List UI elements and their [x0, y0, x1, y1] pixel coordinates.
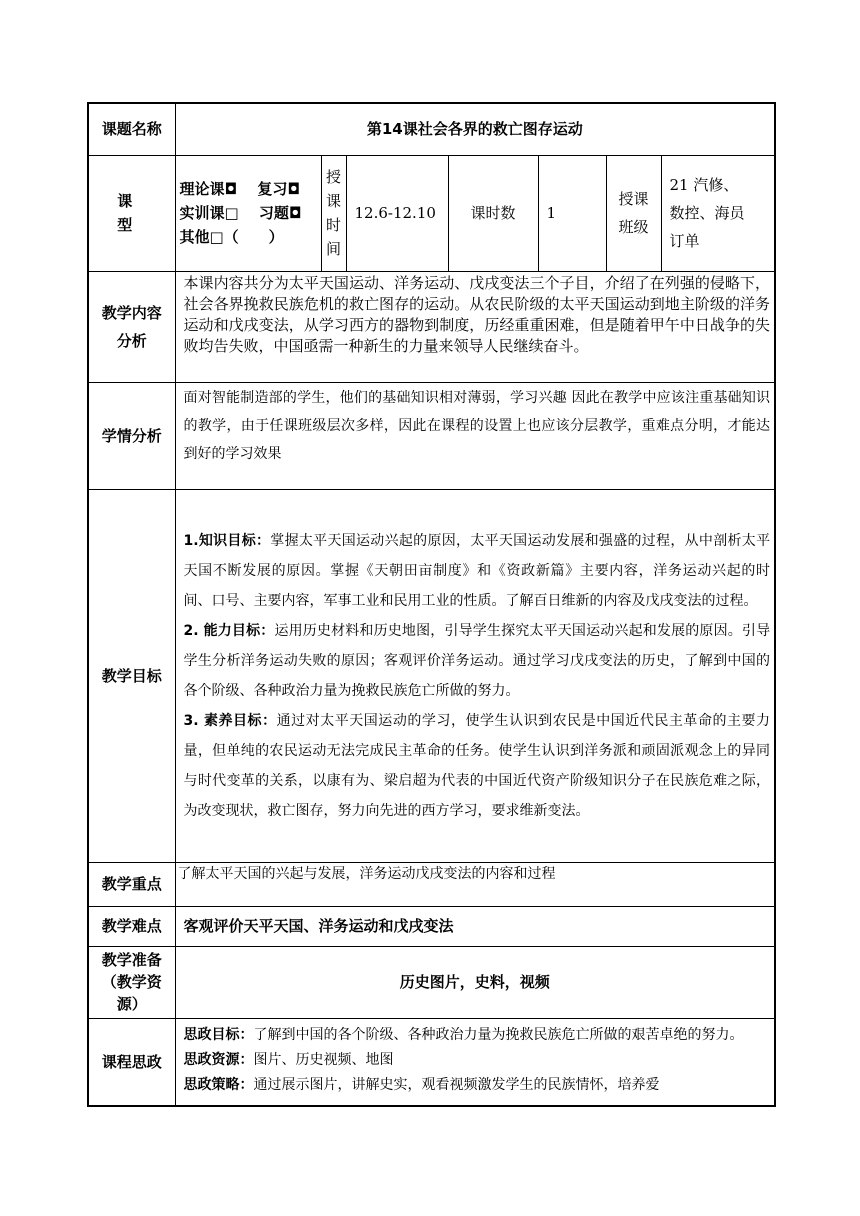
preparation-label [88, 946, 175, 1018]
ideology-resource-title: 思政资源： [183, 1051, 254, 1068]
ideology-content [175, 1018, 775, 1106]
knowledge-objective [184, 526, 771, 616]
preparation-row [88, 946, 775, 1018]
student-analysis-text: 面对智能制造部的学生，他们的基础知识相对薄弱，学习兴趣 因此在教学中应该注重基础知识的教学，由于任课班级层次多样，因此在课程的设置上也应该分层教学，重难点分明，才能达到好的学习效果 [175, 382, 775, 489]
content-analysis-label [88, 271, 175, 382]
key-points-text: 了解太平天国的兴起与发展，洋务运动戊戌变法的内容和过程 [175, 862, 775, 906]
difficult-points-row [88, 906, 775, 946]
teaching-time-label [321, 155, 346, 271]
ability-objective-text: 运用历史材料和历史地图，引导学生探究太平天国运动兴起和发展的原因。引导学生分析洋务运动失败的原因；客观评价洋务运动。通过学习戊戌变法的历史，了解到中国的各个阶级、各种政治力量为挽救民族危亡所做的努力。 [183, 622, 771, 699]
content-analysis-label-line-1: 教学内容 [101, 303, 162, 322]
ideology-strategy-title: 思政策略： [183, 1076, 254, 1093]
content-analysis-row [88, 271, 775, 382]
class-value-line-3: 订单 [669, 232, 700, 250]
ideology-label: 课程思政 [88, 1018, 175, 1106]
class-label-line-1: 授课 [618, 190, 649, 208]
class-value [661, 155, 775, 271]
knowledge-objective-title: 1.知识目标： [183, 532, 271, 549]
ideology-row [88, 1018, 775, 1106]
course-type-row [88, 155, 775, 271]
teaching-time-label-char-1: 授 [325, 168, 341, 186]
ability-objective-title: 2. 能力目标： [183, 622, 275, 639]
ideology-resource-text: 图片、历史视频、地图 [253, 1051, 394, 1068]
ideology-resource [184, 1048, 771, 1073]
course-name-value: 第14课社会各界的救亡图存运动 [175, 103, 775, 155]
class-label [606, 155, 661, 271]
ability-objective [184, 616, 771, 706]
ideology-strategy [184, 1073, 771, 1098]
teaching-time-label-char-3: 时 [325, 216, 341, 234]
class-value-line-1: 21 汽修、 [669, 176, 739, 194]
course-name-label: 课题名称 [88, 103, 175, 155]
literacy-objective-text: 通过对太平天国运动的学习，使学生认识到农民是中国近代民主革命的主要力量，但单纯的农民运动无法完成民主革命的任务。使学生认识到洋务派和顽固派观念上的异同与时代变革的关系，以康有为、梁启超为代表的中国近代资产阶级知识分子在民族危难之际，为改变现状，救亡图存，努力向先进的西方学习，要求维新变法。 [183, 712, 771, 819]
objectives-content [175, 489, 775, 862]
teaching-time-label-char-4: 间 [325, 240, 341, 258]
difficult-points-label: 教学难点 [88, 906, 175, 946]
ideology-goal-title: 思政目标： [183, 1026, 254, 1043]
literacy-objective [184, 706, 771, 826]
objectives-row [88, 489, 775, 862]
ideology-goal [184, 1023, 771, 1048]
preparation-label-line-3: 源） [116, 995, 147, 1013]
literacy-objective-title: 3. 素养目标： [183, 712, 277, 729]
content-analysis-label-line-2: 分析 [116, 331, 147, 350]
class-label-line-2: 班级 [618, 218, 649, 236]
student-analysis-row [88, 382, 775, 489]
knowledge-objective-text: 掌握太平天国运动兴起的原因，太平天国运动发展和强盛的过程，从中剖析太平天国不断发展的原因。掌握《天朝田亩制度》和《资政新篇》主要内容，洋务运动兴起的时间、口号、主要内容，军事工业和民用工业的性质。了解百日维新的内容及戊戌变法的过程。 [183, 532, 771, 609]
course-type-options-line-2: 实训课□ 习题◘ [179, 204, 302, 222]
course-type-options-line-3: 其他□（ ） [179, 228, 284, 246]
course-type-label [88, 155, 205, 271]
content-analysis-text: 本课内容共分为太平天国运动、洋务运动、戊戌变法三个子目，介绍了在列强的侵略下，社会各界挽救民族危机的救亡图存的运动。从农民阶级的太平天国运动到地主阶级的洋务运动和戊戌变法，从学习西方的器物到制度，历经重重困难，但是随着甲午中日战争的失败均告失败，中国亟需一种新生的力量来领导人民继续奋斗。 [175, 271, 775, 382]
class-value-line-2: 数控、海员 [669, 204, 745, 222]
ideology-goal-text: 了解到中国的各个阶级、各种政治力量为挽救民族危亡所做的艰苦卓绝的努力。 [253, 1026, 744, 1043]
teaching-time-value: 12.6-12.10 [346, 155, 448, 271]
student-analysis-label: 学情分析 [88, 382, 175, 489]
hours-value: 1 [538, 155, 606, 271]
course-type-options-line-1: 理论课◘ 复习◘ [179, 180, 300, 198]
ideology-strategy-text: 通过展示图片，讲解史实，观看视频激发学生的民族情怀，培养爱 [253, 1076, 660, 1093]
preparation-label-line-1: 教学准备 [101, 951, 162, 969]
difficult-points-text: 客观评价天平天国、洋务运动和戊戌变法 [175, 906, 775, 946]
preparation-text: 历史图片，史料，视频 [175, 946, 775, 1018]
course-name-row [88, 103, 775, 155]
lesson-plan-table [87, 102, 776, 1107]
key-points-row [88, 862, 775, 906]
key-points-label: 教学重点 [88, 862, 175, 906]
objectives-label: 教学目标 [88, 489, 175, 862]
teaching-time-label-char-2: 课 [325, 192, 341, 210]
course-type-label-text: 课 型 [117, 192, 205, 234]
course-type-options [175, 155, 321, 271]
hours-label: 课时数 [448, 155, 538, 271]
preparation-label-line-2: （教学资 [101, 973, 162, 991]
